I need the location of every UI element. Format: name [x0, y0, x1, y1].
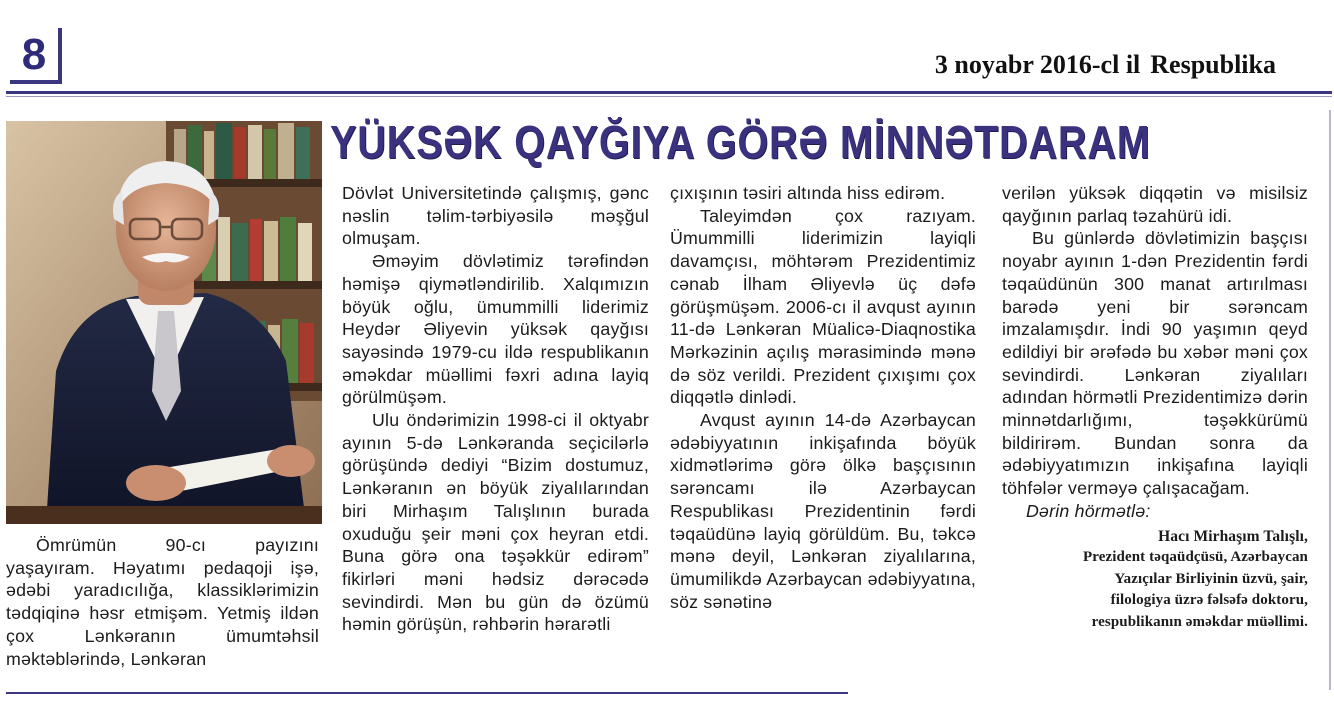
article-column-3: [670, 182, 976, 613]
article-headline: YÜKSƏK QAYĞIYA GÖRƏ MİNNƏTDARAM: [330, 116, 1151, 168]
author-title-line: Prezident təqaüdçüsü, Azərbaycan: [1083, 549, 1308, 566]
right-border: [1329, 110, 1331, 690]
issue-date: 3 noyabr 2016-cl il: [934, 50, 1141, 79]
issue-line: [935, 50, 1276, 80]
paragraph: çıxışının təsiri altında hiss edirəm.: [670, 183, 946, 203]
paragraph: Əməyim dövlətimiz tərəfindən həmişə qiymətləndirilib. Xalqımızın böyük oğlu, ümummilli liderimiz Heydər Əliyevin yüksək qayğısı sayəsində 1979-cu ildə respublikanın əməkdar müəllimi fəxri adına layiq görülmüşəm.: [342, 251, 649, 408]
newspaper-name: Respublika: [1150, 50, 1276, 79]
article-column-2: [342, 182, 649, 636]
header-rule-thin: [6, 96, 1332, 97]
author-title-line: filologiya üzrə fəlsəfə doktoru,: [1110, 592, 1308, 609]
paragraph: Taleyimdən çox razıyam. Ümummilli liderimizin layiqli davamçısı, möhtərəm Prezidentimiz cənab İlham Əliyevlə üç dəfə görüşmüşəm. 2006-cı il avqust ayının 11-də Lənkəran Müalicə-Diaqnostika Mərkəzinin açılış mərasimində mənə də söz verildi. Prezident çıxışımı çox diqqətlə dinlədi.: [670, 205, 976, 408]
paragraph: verilən yüksək diqqətin və misilsiz qayğının parlaq təzahürü idi.: [1002, 183, 1308, 226]
header-rule: [6, 91, 1332, 94]
paragraph: Ömrümün 90-cı payızını yaşayıram. Həyatımı pedaqoji işə, ədəbi yaradıcılığa, klassiklərimizin tədqiqinə həsr etmişəm. Yetmiş ildən çox Lənkəranın ümumtəhsil məktəblərində, Lənkəran: [6, 535, 319, 669]
author-photo: [6, 121, 322, 524]
author-name: Hacı Mirhaşım Talışlı,: [1158, 527, 1308, 545]
paragraph: Bu günlərdə dövlətimizin başçısı noyabr ayının 1-dən Prezidentin fərdi təqaüdünün 300 manat artırılması barədə yeni bir sərəncam imzalamışdır. İndi 90 yaşımın qeyd edildiyi bir ərəfədə bu xəbər məni çox sevindirdi. Lənkəran ziyalıları adından hörmətli Prezidentimizə dərin minnətdarlığımı, təşəkkürümü bildirirəm. Bundan sonra da ədəbiyyatımızın inkişafına layiqli töhfələr verməyə çalışacağam.: [1002, 228, 1308, 499]
paragraph: Ulu öndərimizin 1998-ci il oktyabr ayının 5-də Lənkəranda seçicilərlə görüşündə dediyi “Bizim dostumuz, Lənkəranın ən böyük ziyalılarından biri Mirhaşım Talışlının burada oxuduğu şeir məni çox heyran etdi. Buna görə ona təşəkkür edirəm” fikirləri məni hədsiz dərəcədə sevindirdi. Mən bu gün də özümü həmin görüşün, rəhbərin hərarətli: [342, 410, 649, 635]
author-title-line: Yazıçılar Birliyinin üzvü, şair,: [1114, 570, 1308, 587]
article-column-4: [1002, 182, 1308, 633]
article-column-1: [6, 534, 319, 670]
footer-rule: [6, 692, 848, 694]
closing-salutation: Dərin hörmətlə:: [1026, 500, 1151, 521]
author-title-line: respublikanın əməkdar müəllimi.: [1091, 613, 1308, 630]
paragraph: Dövlət Universitetində çalışmış, gənc nəslin təlim-tərbiyəsilə məşğul olmuşam.: [342, 183, 649, 249]
author-signature: [1002, 526, 1308, 634]
page-number: 8: [10, 28, 62, 84]
paragraph: Avqust ayının 14-də Azərbaycan ədəbiyyatının inkişafında böyük xidmətlərimə görə ölkə başçısının sərəncamı ilə Azərbaycan Respublikası Prezidentinin fərdi təqaüdünə layiq görüldüm. Bu, təkcə mənə deyil, Lənkəran ziyalılarına, ümumilikdə Azərbaycan ədəbiyyatına, söz sənətinə: [670, 410, 976, 612]
